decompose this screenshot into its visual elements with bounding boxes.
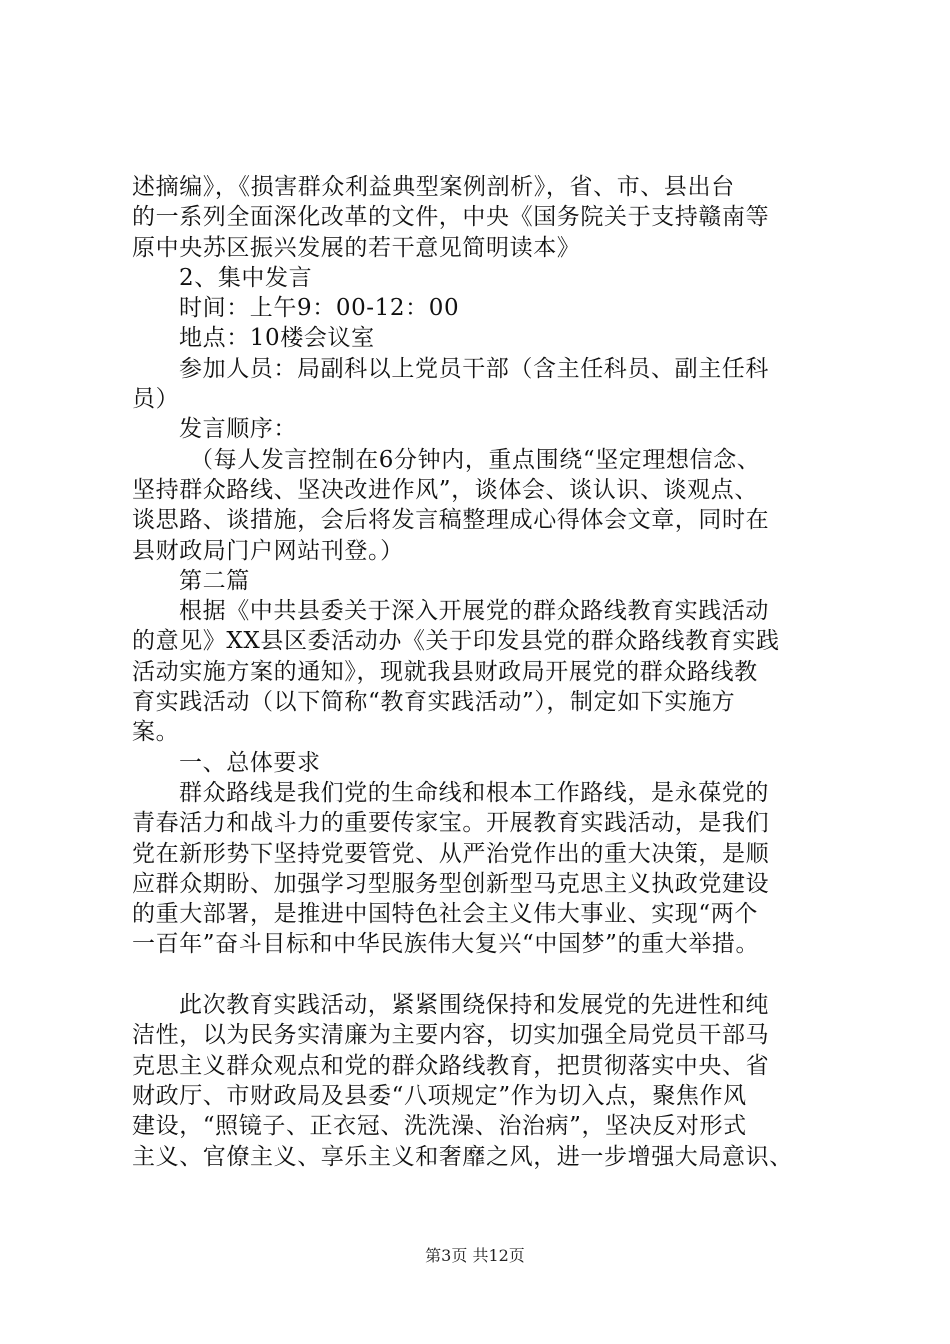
- text-line: 应群众期盼、加强学习型服务型创新型马克思主义执政党建设: [132, 870, 770, 897]
- text-line: 主义、官僚主义、享乐主义和奢靡之风，进一步增强大局意识、: [132, 1143, 793, 1170]
- text-line: 活动实施方案的通知》，现就我县财政局开展党的群众路线教: [132, 658, 758, 685]
- text-line: 员）: [132, 386, 180, 413]
- text-line: 一百年”奋斗目标和中华民族伟大复兴“中国梦”的重大举措。: [132, 931, 760, 958]
- text-line: 县财政局门户网站刊登。）: [132, 537, 404, 564]
- text-line: 坚持群众路线、坚决改进作风”，谈体会、谈认识、谈观点、: [132, 476, 758, 503]
- text-line: 建设，“照镜子、正衣冠、洗洗澡、治治病”，坚决反对形式: [132, 1113, 747, 1140]
- text-line: 时间：上午9：00-12：00: [179, 295, 460, 322]
- text-line: 地点：10楼会议室: [179, 325, 375, 352]
- text-line: 的重大部署，是推进中国特色社会主义伟大事业、实现“两个: [132, 901, 758, 928]
- text-line: 谈思路、谈措施，会后将发言稿整理成心得体会文章，同时在: [132, 507, 770, 534]
- text-line: 洁性，以为民务实清廉为主要内容，切实加强全局党员干部马: [132, 1022, 770, 1049]
- text-line: 育实践活动（以下简称“教育实践活动”），制定如下实施方: [132, 689, 736, 716]
- text-line: 的一系列全面深化改革的文件，中央《国务院关于支持赣南等: [132, 204, 770, 231]
- text-line: 群众路线是我们党的生命线和根本工作路线，是永葆党的: [179, 779, 769, 806]
- document-body: [132, 172, 832, 1172]
- section-heading: 一、总体要求: [179, 749, 321, 776]
- page-number-footer: 第3页 共12页: [425, 1246, 525, 1265]
- section-heading: 2、集中发言: [179, 264, 313, 291]
- text-line: 发言顺序：: [179, 416, 297, 443]
- paragraph-gap: [132, 960, 832, 990]
- text-line: （每人发言控制在6分钟内，重点围绕“坚定理想信念、: [190, 446, 761, 473]
- text-line: 的意见》XX县区委活动办《关于印发县党的群众路线教育实践: [132, 628, 780, 655]
- text-line: 财政厅、市财政局及县委“八项规定”作为切入点，聚焦作风: [132, 1082, 747, 1109]
- text-line: 原中央苏区振兴发展的若干意见简明读本》: [132, 234, 581, 261]
- text-line: 根据《中共县委关于深入开展党的群众路线教育实践活动: [179, 598, 769, 625]
- section-heading: 第二篇: [179, 567, 250, 594]
- text-line: 此次教育实践活动，紧紧围绕保持和发展党的先进性和纯: [179, 992, 769, 1019]
- text-line: 党在新形势下坚持党要管党、从严治党作出的重大决策，是顺: [132, 840, 770, 867]
- text-line: 述摘编》，《损害群众利益典型案例剖析》，省、市、县出台: [132, 174, 735, 200]
- text-line: 案。: [132, 719, 180, 746]
- text-line: 克思主义群众观点和党的群众路线教育，把贯彻落实中央、省: [132, 1052, 770, 1079]
- text-line: 参加人员：局副科以上党员干部（含主任科员、副主任科: [179, 355, 769, 382]
- text-line: 青春活力和战斗力的重要传家宝。开展教育实践活动，是我们: [132, 810, 770, 837]
